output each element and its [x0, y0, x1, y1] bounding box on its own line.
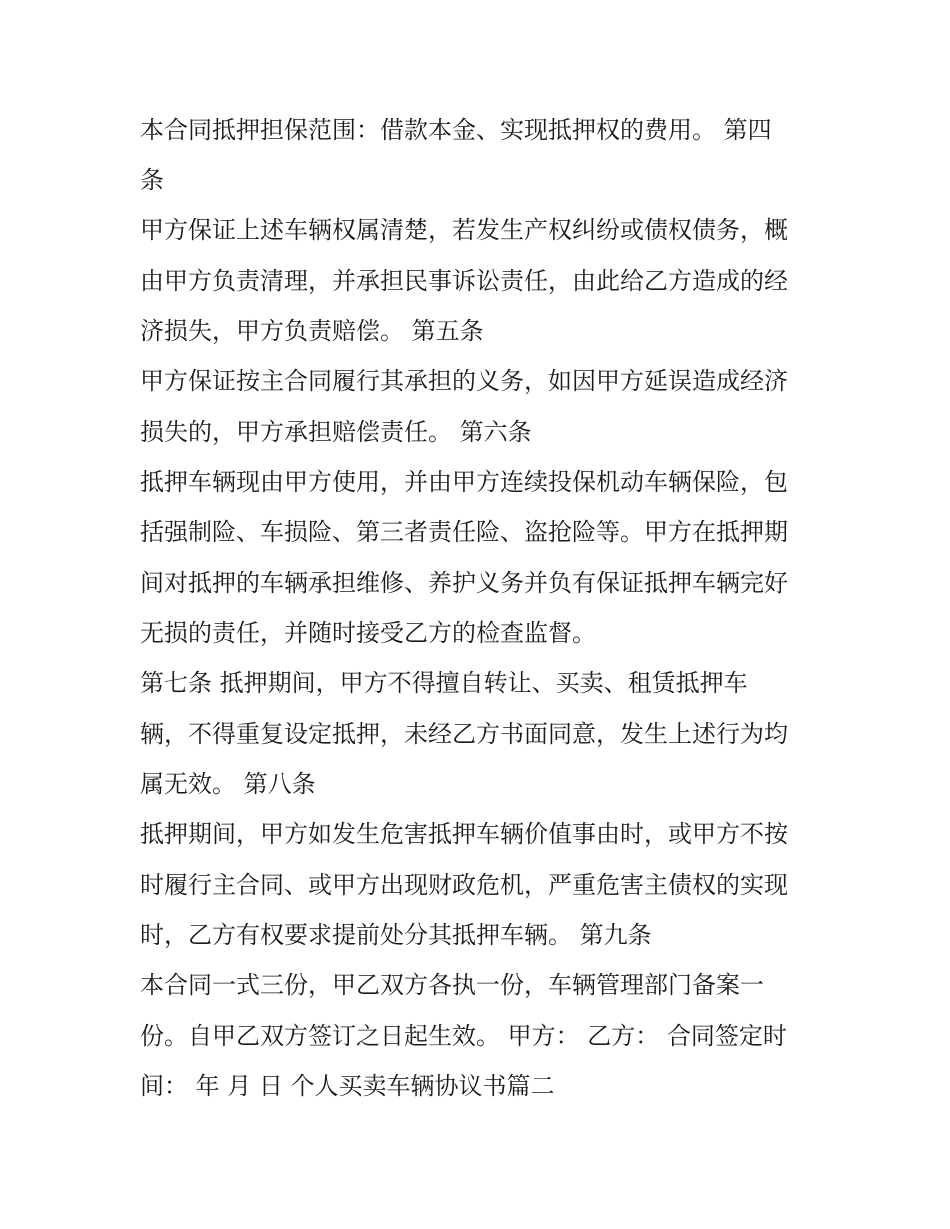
text-line: 抵押期间，甲方如发生危害抵押车辆价值事由时，或甲方不按	[140, 820, 788, 848]
text-line: 辆，不得重复设定抵押，未经乙方书面同意，发生上述行为均	[140, 720, 788, 748]
text-line: 损失的，甲方承担赔偿责任。 第六条	[140, 418, 532, 446]
text-line: 无损的责任，并随时接受乙方的检查监督。	[140, 619, 596, 647]
text-line: 抵押车辆现由甲方使用，并由甲方连续投保机动车辆保险，包	[140, 468, 788, 496]
text-line: 甲方保证按主合同履行其承担的义务，如因甲方延误造成经济	[140, 367, 788, 395]
text-line: 间对抵押的车辆承担维修、养护义务并负有保证抵押车辆完好	[140, 569, 788, 597]
text-line: 时，乙方有权要求提前处分其抵押车辆。 第九条	[140, 921, 652, 949]
text-line: 间： 年 月 日 个人买卖车辆协议书篇二	[140, 1072, 555, 1100]
text-line: 济损失，甲方负责赔偿。 第五条	[140, 317, 484, 345]
text-line: 本合同抵押担保范围：借款本金、实现抵押权的费用。 第四	[140, 116, 772, 144]
text-line: 份。自甲乙双方签订之日起生效。 甲方： 乙方： 合同签定时	[140, 1022, 787, 1050]
text-line: 由甲方负责清理，并承担民事诉讼责任，由此给乙方造成的经	[140, 267, 788, 295]
text-line: 括强制险、车损险、第三者责任险、盗抢险等。甲方在抵押期	[140, 518, 788, 546]
text-line: 甲方保证上述车辆权属清楚，若发生产权纠纷或债权债务，概	[140, 216, 788, 244]
text-line: 属无效。 第八条	[140, 770, 316, 798]
text-line: 本合同一式三份，甲乙双方各执一份，车辆管理部门备案一	[140, 971, 764, 999]
text-line: 时履行主合同、或甲方出现财政危机，严重危害主债权的实现	[140, 871, 788, 899]
text-line: 条	[140, 166, 164, 194]
text-line: 第七条 抵押期间，甲方不得擅自转让、买卖、租赁抵押车	[140, 669, 748, 697]
